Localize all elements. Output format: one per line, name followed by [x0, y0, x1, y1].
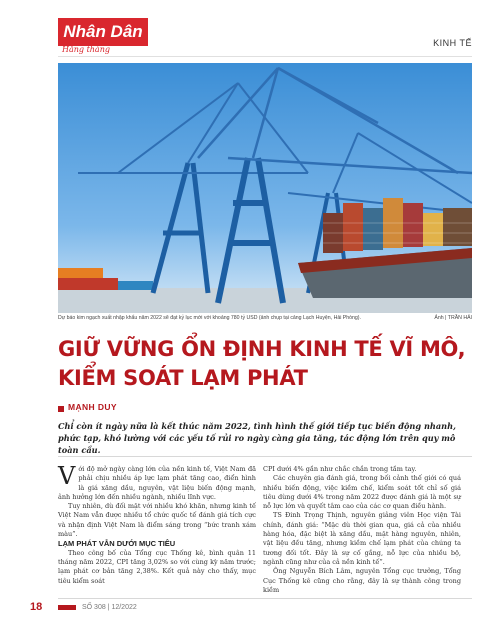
issue-text: SỐ 308 | 12/2022 — [82, 604, 137, 611]
issue-bar — [58, 605, 76, 610]
lead-divider — [58, 456, 472, 457]
article-lead: Chỉ còn ít ngày nữa là kết thúc năm 2022, tình hình thế giới tiếp tục biến động nhanh, phức tạp, khó lường với các yếu tố rủi ro ngày càng gia tăng, tác động lớn trên quy mô toàn cầu. — [58, 421, 456, 455]
page-number: 18 — [30, 601, 43, 613]
logo-subtitle: Hằng tháng — [62, 45, 110, 54]
issue-info — [58, 604, 137, 611]
section-subheading: LẠM PHÁT VẪN DƯỚI MỤC TIÊU — [58, 539, 176, 549]
paragraph: Các chuyên gia đánh giá, trong bối cảnh thế giới có quá nhiều biến động, việc kiềm chế, kiểm soát tốt chỉ số giá tiêu dùng dưới 4% trong năm 2022 được đánh giá là một sự nỗ lực lớn và quyết tâm cao của các cơ quan điều hành. — [263, 474, 461, 511]
paragraph-text: ới độ mở ngày càng lớn của nền kinh tế, Việt Nam đã phải chịu nhiều áp lực lạm phát tăng cao, điển hình là giá xăng dầu, nguyên, vật liệu biến động mạnh, ảnh hưởng lớn đến nhiều ngành, nhiều lĩnh vực. — [58, 465, 256, 501]
section-label: KINH TẾ — [433, 38, 472, 48]
paragraph: Ông Nguyễn Bích Lâm, nguyên Tổng cục trưởng, Tổng Cục Thống kê cũng cho rằng, đây là sự thành công trong kiềm — [263, 567, 461, 594]
paragraph: TS Đinh Trọng Thịnh, nguyên giảng viên Học viện Tài chính, đánh giá: “Mặc dù thời gian qua, giá cả của nhiều hàng hóa, đặc biệt là xăng dầu, mặt hàng nguyên, nhiên, vật liệu đều tăng, nhưng kiềm chế lạm phát của chúng ta tương đối tốt. Đây là sự cố gắng, nỗ lực của nhiều bộ, ngành cũng như của cả nền kinh tế”. — [263, 511, 461, 566]
newspaper-logo: Nhân Dân — [58, 18, 148, 46]
article-title: GIỮ VỮNG ỔN ĐỊNH KINH TẾ VĨ MÔ, KIỂM SOÁT LẠM PHÁT — [58, 337, 466, 390]
article-column-left — [58, 462, 256, 586]
drop-cap: V — [58, 462, 76, 490]
paragraph: CPI dưới 4% gần như chắc chắn trong tầm tay. — [263, 465, 417, 473]
article-column-right — [263, 465, 461, 595]
header-divider — [58, 56, 472, 57]
footer-divider — [58, 598, 472, 599]
paragraph — [58, 462, 256, 502]
paragraph: Tuy nhiên, dù đối mặt với nhiều khó khăn, nhưng kinh tế Việt Nam vẫn được nhiều tổ chức quốc tế đánh giá tích cực và nhận định Việt Nam là điểm sáng trong “bức tranh xám màu”. — [58, 502, 256, 539]
photo-caption: Dự báo kim ngạch xuất nhập khẩu năm 2022 sẽ đạt kỷ lục mới với khoảng 780 tỷ USD (ảnh chụp tại cảng Lạch Huyện, Hải Phòng). — [58, 315, 361, 321]
photo-credit: Ảnh | TRẦN HẢI — [434, 315, 472, 321]
article-author: MẠNH DUY — [68, 402, 118, 412]
port-photo — [58, 63, 472, 313]
author-marker — [58, 406, 64, 412]
paragraph: Theo công bố của Tổng cục Thống kê, bình quân 11 tháng năm 2022, CPI tăng 3,02% so với cùng kỳ năm trước; lạm phát cơ bản tăng 2,38%. Kết quả này cho thấy, mục tiêu kiểm soát — [58, 548, 256, 585]
port-illustration — [58, 63, 472, 313]
